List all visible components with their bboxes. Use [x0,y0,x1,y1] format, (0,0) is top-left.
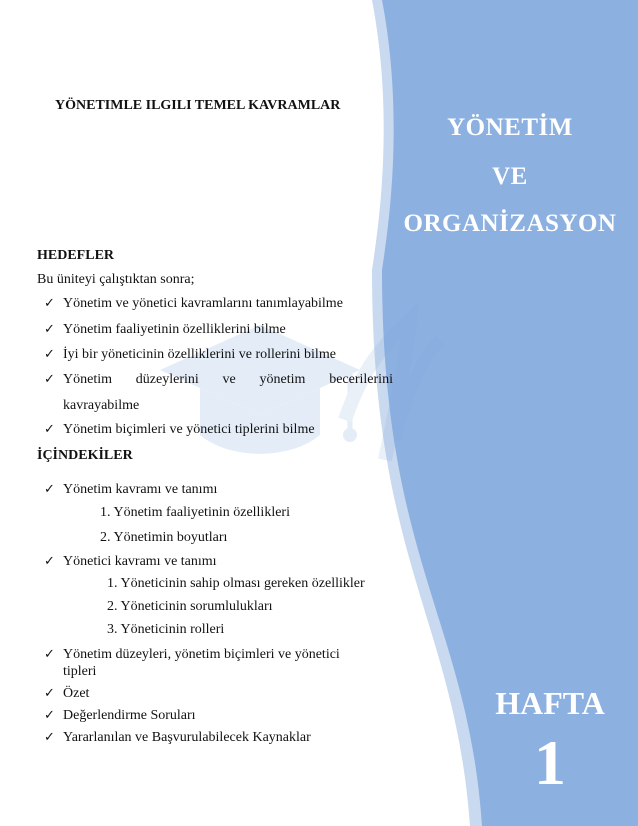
check-mark-icon: ✓ [44,422,55,437]
goal-item-5-text: Yönetim biçimleri ve yönetici tiplerini bilme [63,422,315,437]
goal-item-5 [44,420,315,440]
side-title-line-1: YÖNETİM [447,114,573,141]
contents-item-3 [44,645,340,665]
contents-item-2-sub-1: 1. Yöneticinin sahip olması gereken özellikler [107,576,365,591]
side-title-line-3: ORGANİZASYON [403,210,617,237]
contents-item-2-text: Yönetici kavramı ve tanımı [63,554,217,569]
contents-item-3-line-2: tipleri [63,664,97,679]
side-title-line-2: VE [492,163,528,190]
contents-item-6 [44,728,311,748]
week-label: HAFTA [495,685,605,721]
check-mark-icon: ✓ [44,554,55,569]
goal-item-4-line-2: kavrayabilme [63,398,140,413]
check-mark-icon: ✓ [44,372,55,387]
goal-item-4 [44,370,393,390]
goal-item-1-text: Yönetim ve yönetici kavramlarını tanımlayabilme [63,296,343,311]
contents-item-2-sub-3: 3. Yöneticinin rolleri [107,622,225,637]
contents-item-1-text: Yönetim kavramı ve tanımı [63,482,218,497]
contents-item-3-line-1: Yönetim düzeyleri, yönetim biçimleri ve yönetici [63,647,340,662]
goal-item-3 [44,345,336,365]
contents-item-1 [44,480,218,500]
check-mark-icon: ✓ [44,296,55,311]
goals-heading: HEDEFLER [37,248,115,263]
contents-item-5 [44,706,196,726]
goal-item-1 [44,294,343,314]
check-mark-icon: ✓ [44,482,55,497]
goal-item-2-text: Yönetim faaliyetinin özelliklerini bilme [63,322,286,337]
page-title: YÖNETIMLE ILGILI TEMEL KAVRAMLAR [55,98,341,113]
contents-heading: İÇİNDEKİLER [37,448,133,463]
goal-item-3-text: İyi bir yöneticinin özelliklerini ve rollerini bilme [63,347,336,362]
contents-item-5-text: Değerlendirme Soruları [63,708,196,723]
check-mark-icon: ✓ [44,322,55,337]
contents-item-4-text: Özet [63,686,90,701]
check-mark-icon: ✓ [44,647,55,662]
check-mark-icon: ✓ [44,708,55,723]
check-mark-icon: ✓ [44,686,55,701]
contents-item-2 [44,552,217,572]
week-number: 1 [534,727,566,798]
contents-item-2-sub-2: 2. Yöneticinin sorumlulukları [107,599,273,614]
check-mark-icon: ✓ [44,730,55,745]
goal-item-4-line-1: Yönetim düzeylerini ve yönetim becerilerini [63,372,393,387]
goals-intro: Bu üniteyi çalıştıktan sonra; [37,272,195,287]
goal-item-2 [44,320,286,340]
contents-item-4 [44,684,90,704]
contents-item-1-sub-1: 1. Yönetim faaliyetinin özellikleri [100,505,290,520]
contents-item-6-text: Yararlanılan ve Başvurulabilecek Kaynaklar [63,730,311,745]
contents-item-1-sub-2: 2. Yönetimin boyutları [100,530,228,545]
check-mark-icon: ✓ [44,347,55,362]
